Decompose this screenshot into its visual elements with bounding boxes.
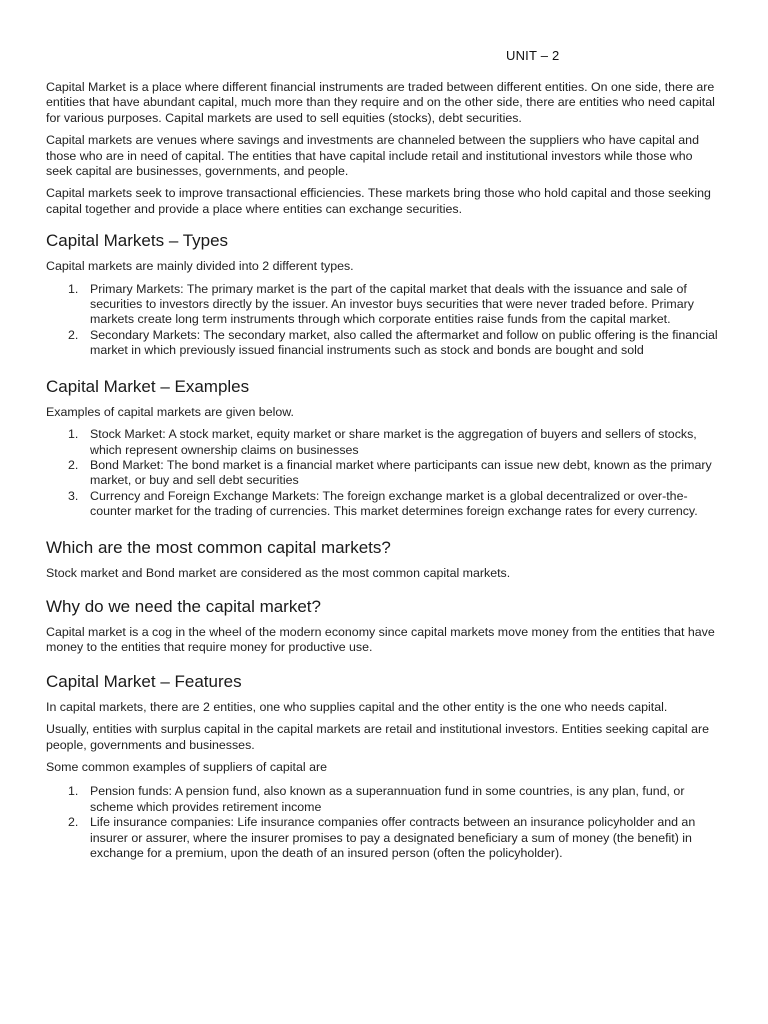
list-number: 1. [68,784,79,799]
list-item [46,282,722,328]
list-number: 3. [68,488,79,503]
features-paragraph: In capital markets, there are 2 entities, one who supplies capital and the other entity is the one who needs capital. [46,699,668,714]
features-list [46,784,722,861]
document-content [46,80,722,861]
common-heading: Which are the most common capital markets? [46,537,391,557]
list-item-text: Currency and Foreign Exchange Markets: The foreign exchange market is a global decentralized or over-the-counter market for the trading of currencies. This market determines foreign exchange rates for every currency. [90,488,698,519]
list-number: 1. [68,427,79,442]
unit-label: UNIT – 2 [506,48,560,63]
intro-paragraph: Capital Market is a place where different financial instruments are traded between different entities. On one side, there are entities that have abundant capital, much more than they require and on the other side, there are entities who need capital for various purposes. Capital markets are used to sell equities (stocks), debt securities. [46,80,715,125]
list-number: 2. [68,327,79,342]
types-list [46,282,722,359]
intro-paragraph: Capital markets are venues where savings and investments are channeled between the suppliers who have capital and those who are in need of capital. The entities that have capital include retail and institutional investors while those who seek capital are businesses, governments, and people. [46,133,699,179]
features-heading: Capital Market – Features [46,671,242,691]
list-item [46,815,722,861]
list-item [46,328,722,359]
need-text: Capital market is a cog in the wheel of the modern economy since capital markets move money from the entities that have money to the entities that require money for productive use. [46,624,715,655]
examples-heading: Capital Market – Examples [46,376,250,396]
list-item [46,458,722,489]
list-item-text: Bond Market: The bond market is a financial market where participants can issue new debt, known as the primary market, or buy and sell debt securities [90,457,712,488]
list-item-text: Stock Market: A stock market, equity market or share market is the aggregation of buyers and sellers of stocks, which represent ownership claims on businesses [90,427,697,457]
features-paragraph: Usually, entities with surplus capital in the capital markets are retail and institutional investors. Entities seeking capital are people, governments and businesses. [46,722,709,752]
common-text: Stock market and Bond market are considered as the most common capital markets. [46,565,511,580]
intro-paragraph: Capital markets seek to improve transactional efficiencies. These markets bring those who hold capital and those seeking capital together and provide a place where entities can exchange securities. [46,186,711,216]
examples-text: Examples of capital markets are given below. [46,404,294,419]
list-number: 2. [68,457,79,472]
examples-list [46,427,722,519]
types-heading: Capital Markets – Types [46,231,229,251]
list-number: 1. [68,281,79,296]
list-item-text: Primary Markets: The primary market is the part of the capital market that deals with the issuance and sale of securities to investors directly by the issuer. An investor buys securities that were never traded before. Primary markets create long term instruments through which corporate entities raise funds from the capital market. [90,281,694,327]
types-text: Capital markets are mainly divided into 2 different types. [46,259,354,274]
list-item-text: Life insurance companies: Life insurance companies offer contracts between an insurance policyholder and an insurer or assurer, where the insurer promises to pay a designated beneficiary a sum of money (the benefit) in exchange for a premium, upon the death of an insured person (often the policyholder). [90,815,696,860]
list-item-text: Secondary Markets: The secondary market, also called the aftermarket and follow on public offering is the financial market in which previously issued financial instruments such as stock and bonds are bought and sold [90,327,718,358]
need-heading: Why do we need the capital market? [46,596,321,616]
list-item-text: Pension funds: A pension fund, also known as a superannuation fund in some countries, is any plan, fund, or scheme which provides retirement income [90,784,685,814]
list-item [46,784,722,815]
list-number: 2. [68,815,79,830]
features-paragraph: Some common examples of suppliers of capital are [46,759,327,774]
list-item [46,427,722,458]
list-item [46,489,722,520]
